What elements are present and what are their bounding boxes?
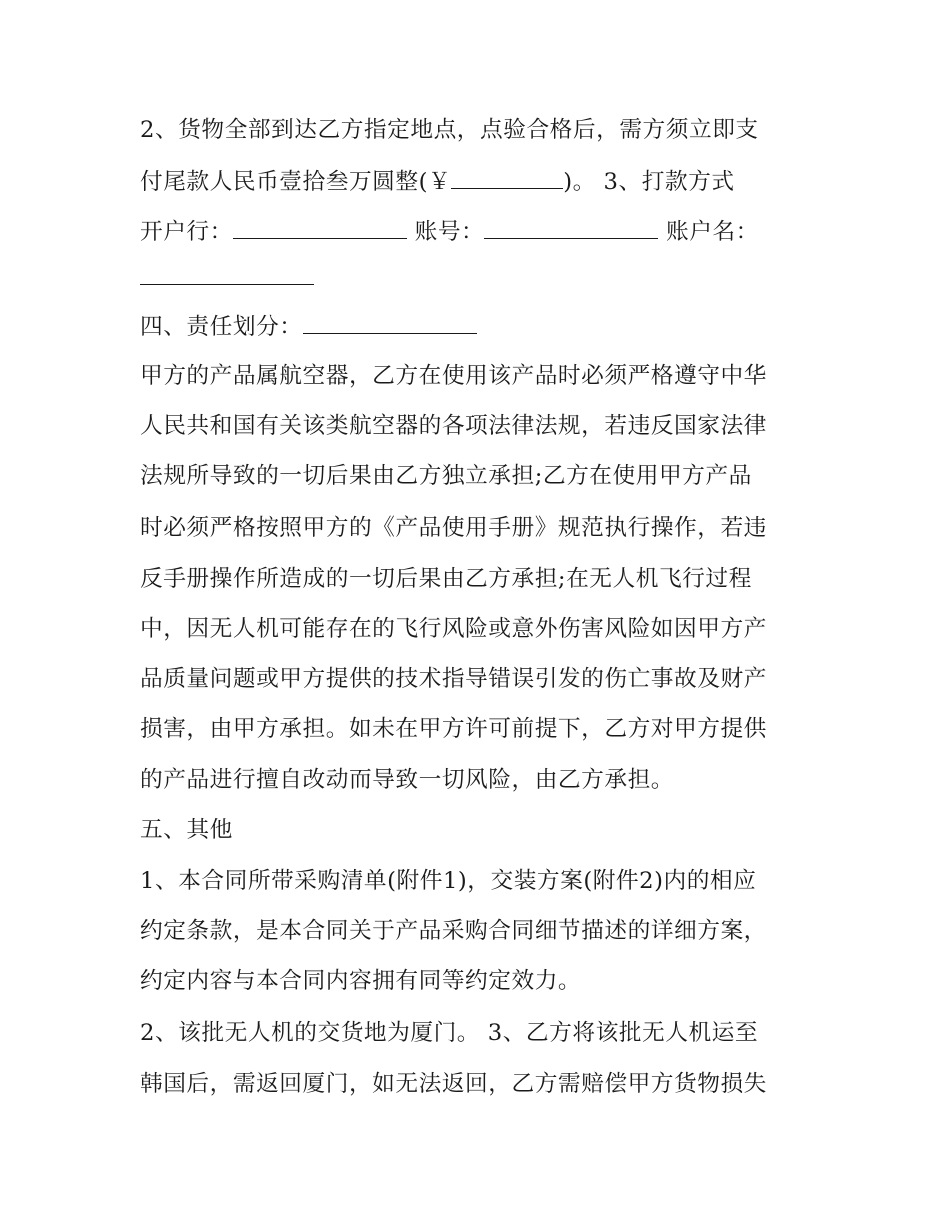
paragraph-line	[140, 1018, 820, 1048]
paragraph-line	[140, 866, 820, 896]
paragraph-line	[140, 513, 820, 543]
account-name-blank	[140, 262, 314, 285]
section-title: 四、责任划分：	[140, 314, 303, 340]
bank-blank	[233, 216, 407, 239]
account-number-label: 账号：	[406, 219, 485, 245]
amount-blank	[451, 166, 563, 189]
text-segment: 韩国后，需返回厦门，如无法返回，乙方需赔偿甲方货物损失	[140, 1071, 767, 1097]
paragraph-line	[140, 966, 820, 996]
payment-clause-line-2	[140, 166, 820, 196]
text-segment: 1、本合同所带采购清单(附件1)，交装方案(附件2)内的相应	[140, 868, 757, 894]
text-segment: 约定内容与本合同内容拥有同等约定效力。	[140, 968, 582, 994]
text-segment: 付尾款人民币壹拾叁万圆整(￥	[140, 169, 452, 195]
paragraph-line	[140, 916, 820, 946]
bank-info-line	[140, 216, 820, 246]
text-segment: 损害，由甲方承担。如未在甲方许可前提下，乙方对甲方提供	[140, 716, 767, 742]
account-name-blank-line	[140, 262, 820, 292]
paragraph-line	[140, 361, 820, 391]
paragraph-line	[140, 614, 820, 644]
text-segment: 约定条款，是本合同关于产品采购合同细节描述的详细方案，	[140, 918, 767, 944]
text-segment: 法规所导致的一切后果由乙方独立承担;乙方在使用甲方产品	[140, 463, 752, 489]
text-segment: 2、货物全部到达乙方指定地点，点验合格后，需方须立即支	[140, 117, 759, 143]
text-segment: 的产品进行擅自改动而导致一切风险，由乙方承担。	[140, 767, 675, 793]
text-segment: 人民共和国有关该类航空器的各项法律法规，若违反国家法律	[140, 413, 767, 439]
text-segment: 时必须严格按照甲方的《产品使用手册》规范执行操作，若违	[140, 515, 767, 541]
paragraph-line	[140, 664, 820, 694]
paragraph-line	[140, 714, 820, 744]
text-segment: 中，因无人机可能存在的飞行风险或意外伤害风险如因甲方产	[140, 616, 767, 642]
paragraph-line	[140, 1069, 820, 1099]
paragraph-line	[140, 765, 820, 795]
bank-label: 开户行：	[140, 219, 233, 245]
section-title: 五、其他	[140, 817, 233, 843]
payment-clause-line-1	[140, 115, 820, 145]
text-segment: 反手册操作所造成的一切后果由乙方承担;在无人机飞行过程	[140, 566, 752, 592]
text-segment: 甲方的产品属航空器，乙方在使用该产品时必须严格遵守中华	[140, 363, 767, 389]
text-segment: )。 3、打款方式	[563, 169, 735, 195]
paragraph-line	[140, 411, 820, 441]
section-4-heading	[140, 311, 820, 341]
responsibility-blank	[303, 311, 477, 334]
paragraph-line	[140, 564, 820, 594]
text-segment: 2、该批无人机的交货地为厦门。 3、乙方将该批无人机运至	[140, 1020, 759, 1046]
account-number-blank	[484, 216, 658, 239]
section-5-heading	[140, 815, 820, 845]
account-name-label: 账户名：	[658, 219, 759, 245]
paragraph-line	[140, 461, 820, 491]
text-segment: 品质量问题或甲方提供的技术指导错误引发的伤亡事故及财产	[140, 666, 767, 692]
